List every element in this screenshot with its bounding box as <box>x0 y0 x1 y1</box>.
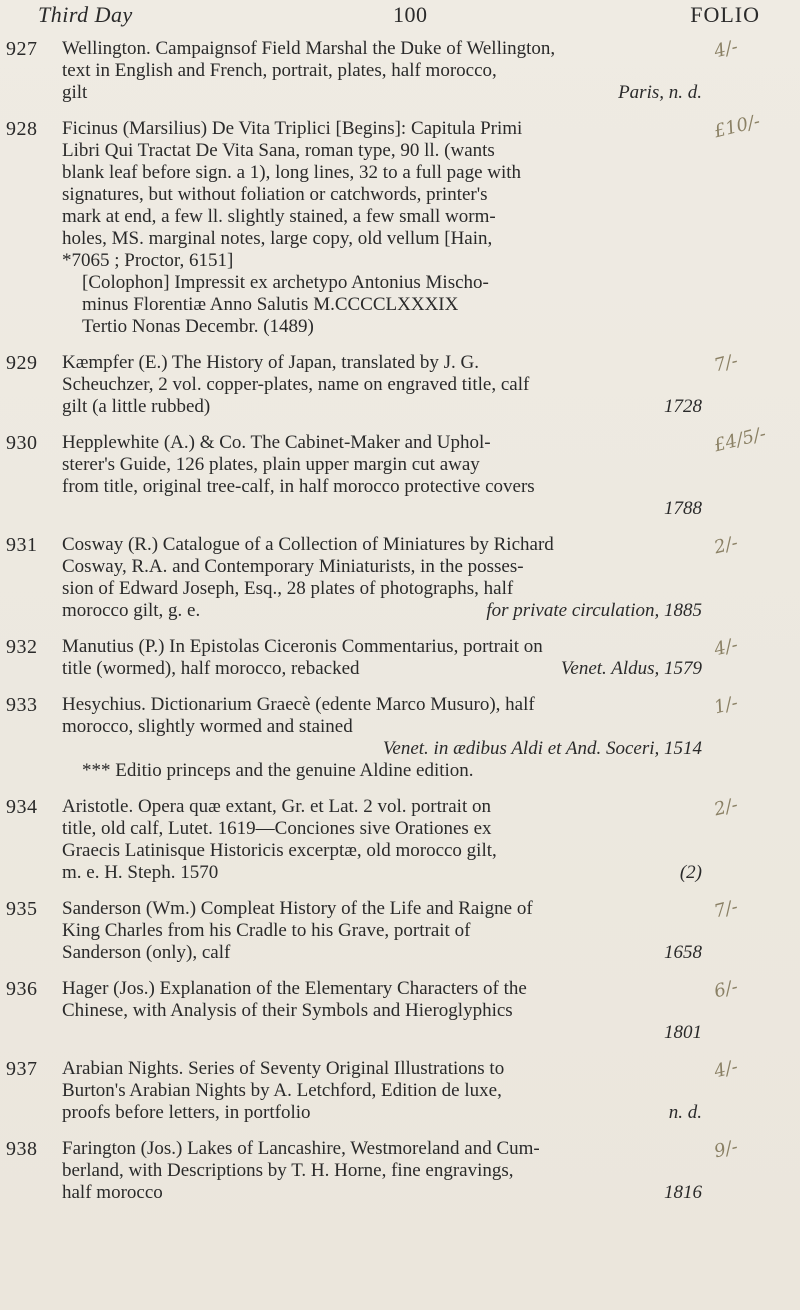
lot-description <box>62 898 702 964</box>
description-line <box>62 1182 702 1204</box>
description-line <box>62 118 702 140</box>
line-imprint: Venet. Aldus, 1579 <box>560 658 702 679</box>
line-text: Scheuchzer, 2 vol. copper-plates, name on engraved title, calf <box>62 374 530 395</box>
line-imprint <box>694 1138 702 1160</box>
handwritten-price: 2/- <box>712 532 740 559</box>
line-imprint <box>694 818 702 840</box>
line-imprint: 1658 <box>664 942 702 963</box>
lot-entry <box>0 1058 800 1124</box>
description-line <box>62 60 702 82</box>
line-imprint <box>694 184 702 206</box>
description-line <box>62 898 702 920</box>
lot-number: 933 <box>6 694 38 716</box>
line-imprint <box>694 1160 702 1182</box>
line-imprint <box>694 476 702 498</box>
line-text: title, old calf, Lutet. 1619—Conciones sive Orationes ex <box>62 818 492 839</box>
description-line <box>62 840 702 862</box>
lot-entry <box>0 636 800 680</box>
line-text <box>62 1022 656 1044</box>
line-text: [Colophon] Impressit ex archetypo Antonius Mischo- <box>82 272 489 293</box>
lot-description <box>62 1138 702 1204</box>
description-line <box>62 760 702 782</box>
lot-number: 935 <box>6 898 38 920</box>
lot-description <box>62 352 702 418</box>
line-text: Ficinus (Marsilius) De Vita Triplici [Begins]: Capitula Primi <box>62 118 523 139</box>
page-header <box>38 2 760 32</box>
line-text: morocco gilt, g. e. <box>62 600 201 621</box>
line-text: Chinese, with Analysis of their Symbols and Hieroglyphics <box>62 1000 513 1021</box>
line-text: m. e. H. Steph. 1570 <box>62 862 219 883</box>
description-line <box>62 738 702 760</box>
line-imprint <box>694 60 702 82</box>
line-imprint <box>694 38 702 60</box>
line-text: Burton's Arabian Nights by A. Letchford, Edition de luxe, <box>62 1080 502 1101</box>
line-imprint <box>694 140 702 162</box>
handwritten-price: £4/5/- <box>712 423 769 457</box>
line-imprint <box>694 432 702 454</box>
description-line <box>62 636 702 658</box>
line-imprint <box>694 694 702 716</box>
description-line <box>62 920 702 942</box>
line-imprint <box>694 1058 702 1080</box>
description-line <box>62 942 702 964</box>
line-imprint: 1801 <box>664 1022 702 1043</box>
line-imprint <box>694 920 702 942</box>
line-text: Farington (Jos.) Lakes of Lancashire, Westmoreland and Cum- <box>62 1138 540 1159</box>
lot-number: 937 <box>6 1058 38 1080</box>
line-imprint <box>694 316 702 338</box>
description-line <box>62 140 702 162</box>
line-text: Graecis Latinisque Historicis excerptæ, old morocco gilt, <box>62 840 497 861</box>
description-line <box>62 1000 702 1022</box>
lot-description <box>62 978 702 1044</box>
line-imprint <box>694 272 702 294</box>
line-imprint <box>694 352 702 374</box>
lot-entry <box>0 1138 800 1204</box>
line-text: Cosway, R.A. and Contemporary Miniaturists, in the posses- <box>62 556 524 577</box>
lot-description <box>62 796 702 884</box>
line-imprint <box>694 716 702 738</box>
line-imprint <box>694 1000 702 1022</box>
line-text: gilt <box>62 82 88 103</box>
lot-entry <box>0 110 800 338</box>
running-title: Third Day <box>38 2 133 27</box>
description-line <box>62 1080 702 1102</box>
line-text: half morocco <box>62 1182 163 1203</box>
line-text: from title, original tree-calf, in half morocco protective covers <box>62 476 535 497</box>
line-text: signatures, but without foliation or catchwords, printer's <box>62 184 488 205</box>
description-line <box>62 796 702 818</box>
handwritten-price: 6/- <box>712 976 740 1003</box>
description-line <box>62 162 702 184</box>
line-imprint <box>694 636 702 658</box>
line-imprint <box>694 556 702 578</box>
description-line <box>62 1102 702 1124</box>
line-text: holes, MS. marginal notes, large copy, old vellum [Hain, <box>62 228 493 249</box>
description-line <box>62 396 702 418</box>
line-text: Cosway (R.) Catalogue of a Collection of Miniatures by Richard <box>62 534 554 555</box>
line-text: gilt (a little rubbed) <box>62 396 211 417</box>
line-text: sion of Edward Joseph, Esq., 28 plates of photographs, half <box>62 578 514 599</box>
lot-description <box>62 1058 702 1124</box>
lot-description <box>62 534 702 622</box>
description-line <box>62 658 702 680</box>
line-text: mark at end, a few ll. slightly stained, a few small worm- <box>62 206 496 227</box>
description-line <box>62 818 702 840</box>
lot-description <box>62 636 702 680</box>
line-text: Wellington. Campaignsof Field Marshal the Duke of Wellington, <box>62 38 556 59</box>
handwritten-price: 1/- <box>712 692 740 719</box>
lot-number: 932 <box>6 636 38 658</box>
description-line <box>62 578 702 600</box>
line-imprint <box>694 228 702 250</box>
line-imprint <box>694 374 702 396</box>
handwritten-price: 7/- <box>712 896 740 923</box>
line-text: Arabian Nights. Series of Seventy Original Illustrations to <box>62 1058 505 1079</box>
description-line <box>62 1160 702 1182</box>
line-text: Libri Qui Tractat De Vita Sana, roman type, 90 ll. (wants <box>62 140 495 161</box>
description-line <box>62 694 702 716</box>
line-text: *** Editio princeps and the genuine Aldine edition. <box>82 760 474 781</box>
description-line <box>62 476 702 498</box>
handwritten-price: 7/- <box>712 350 740 377</box>
lot-number: 938 <box>6 1138 38 1160</box>
description-line <box>62 862 702 884</box>
handwritten-price: 2/- <box>712 794 740 821</box>
description-line <box>62 454 702 476</box>
line-imprint <box>694 898 702 920</box>
line-imprint: 1788 <box>664 498 702 519</box>
description-line <box>62 352 702 374</box>
handwritten-price: 4/- <box>712 36 740 63</box>
line-text: minus Florentiæ Anno Salutis M.CCCCLXXXIX <box>82 294 459 315</box>
handwritten-price: 4/- <box>712 634 740 661</box>
description-line <box>62 250 702 272</box>
description-line <box>62 498 702 520</box>
description-line <box>62 716 702 738</box>
line-text: berland, with Descriptions by T. H. Horne, fine engravings, <box>62 1160 514 1181</box>
description-line <box>62 432 702 454</box>
line-imprint <box>694 454 702 476</box>
lot-entry <box>0 978 800 1044</box>
line-imprint: for private circulation, 1885 <box>486 600 702 621</box>
lot-entry <box>0 796 800 884</box>
line-text: Sanderson (Wm.) Compleat History of the Life and Raigne of <box>62 898 533 919</box>
line-imprint <box>694 1080 702 1102</box>
description-line <box>62 294 702 316</box>
line-imprint <box>694 250 702 272</box>
description-line <box>62 316 702 338</box>
lot-description <box>62 694 702 782</box>
line-text: *7065 ; Proctor, 6151] <box>62 250 234 271</box>
handwritten-price: 9/- <box>712 1136 740 1163</box>
description-line <box>62 1022 702 1044</box>
lot-entry <box>0 534 800 622</box>
line-text <box>62 498 656 520</box>
lot-list <box>0 38 800 1218</box>
lot-number: 929 <box>6 352 38 374</box>
line-text: King Charles from his Cradle to his Grave, portrait of <box>62 920 471 941</box>
description-line <box>62 228 702 250</box>
description-line <box>62 1138 702 1160</box>
line-imprint <box>694 796 702 818</box>
line-imprint: 1728 <box>664 396 702 417</box>
line-text: Manutius (P.) In Epistolas Ciceronis Commentarius, portrait on <box>62 636 543 657</box>
line-text: Aristotle. Opera quæ extant, Gr. et Lat. 2 vol. portrait on <box>62 796 491 817</box>
description-line <box>62 38 702 60</box>
lot-number: 936 <box>6 978 38 1000</box>
lot-description <box>62 118 702 338</box>
line-imprint <box>694 534 702 556</box>
handwritten-price: £10/- <box>712 110 763 143</box>
description-line <box>62 978 702 1000</box>
description-line <box>62 374 702 396</box>
line-text: Hager (Jos.) Explanation of the Elementary Characters of the <box>62 978 527 999</box>
description-line <box>62 184 702 206</box>
line-imprint <box>694 294 702 316</box>
lot-entry <box>0 898 800 964</box>
line-imprint <box>694 978 702 1000</box>
format-label: FOLIO <box>690 2 760 27</box>
lot-number: 931 <box>6 534 38 556</box>
line-text: Sanderson (only), calf <box>62 942 231 963</box>
line-text: blank leaf before sign. a 1), long lines, 32 to a full page with <box>62 162 522 183</box>
line-text: sterer's Guide, 126 plates, plain upper margin cut away <box>62 454 480 475</box>
handwritten-price: 4/- <box>712 1056 740 1083</box>
description-line <box>62 1058 702 1080</box>
lot-description <box>62 432 702 520</box>
lot-entry <box>0 38 800 104</box>
line-imprint: Paris, n. d. <box>618 82 702 103</box>
line-imprint: 1816 <box>664 1182 702 1203</box>
line-text: Hepplewhite (A.) & Co. The Cabinet-Maker and Uphol- <box>62 432 491 453</box>
lot-entry <box>0 694 800 782</box>
lot-description <box>62 38 702 104</box>
line-imprint <box>694 118 702 140</box>
lot-number: 930 <box>6 432 38 454</box>
line-imprint: (2) <box>679 862 702 883</box>
lot-entry <box>0 423 800 520</box>
line-imprint <box>694 162 702 184</box>
line-text: Tertio Nonas Decembr. (1489) <box>82 316 314 337</box>
line-text: title (wormed), half morocco, rebacked <box>62 658 360 679</box>
description-line <box>62 556 702 578</box>
line-text <box>62 738 375 760</box>
lot-entry <box>0 352 800 418</box>
line-imprint: n. d. <box>668 1102 702 1123</box>
line-text: Kæmpfer (E.) The History of Japan, translated by J. G. <box>62 352 480 373</box>
description-line <box>62 534 702 556</box>
line-text: morocco, slightly wormed and stained <box>62 716 353 737</box>
line-imprint <box>694 840 702 862</box>
description-line <box>62 600 702 622</box>
lot-number: 927 <box>6 38 38 60</box>
description-line <box>62 206 702 228</box>
description-line <box>62 272 702 294</box>
lot-number: 928 <box>6 118 38 140</box>
line-imprint <box>694 206 702 228</box>
description-line <box>62 82 702 104</box>
line-imprint <box>694 760 702 782</box>
line-imprint: Venet. in ædibus Aldi et And. Soceri, 1514 <box>382 738 702 759</box>
line-text: Hesychius. Dictionarium Graecè (edente Marco Musuro), half <box>62 694 535 715</box>
line-text: proofs before letters, in portfolio <box>62 1102 311 1123</box>
line-text: text in English and French, portrait, plates, half morocco, <box>62 60 497 81</box>
lot-number: 934 <box>6 796 38 818</box>
line-imprint <box>694 578 702 600</box>
page-number: 100 <box>393 2 428 27</box>
